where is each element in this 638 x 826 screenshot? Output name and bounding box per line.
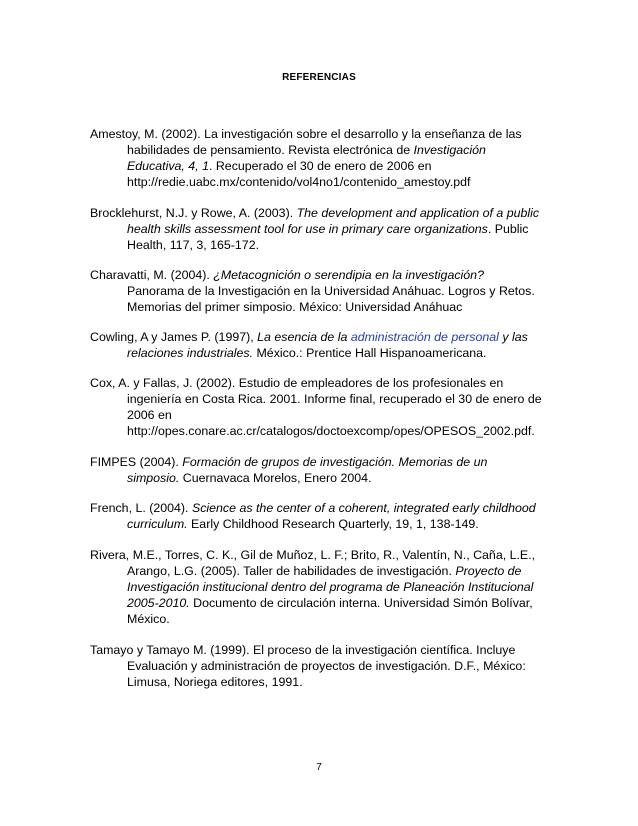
reference-entry-rivera [90,548,560,628]
reference-line: Investigación institucional dentro del programa de Planeación Institucional [127,579,534,594]
reference-line: Evaluación y administración de proyectos de investigación. D.F., México: [127,658,526,673]
reference-line: México. [127,611,170,626]
reference-line: Tamayo y Tamayo M. (1999). El proceso de la investigación científica. Incluye [90,643,516,657]
reference-line: FIMPES (2004). Formación de grupos de investigación. Memorias de un [90,455,488,469]
reference-line: Charavatti, M. (2004). ¿Metacognición o serendipia en la investigación? [90,268,484,282]
reference-line: Brocklehurst, N.J. y Rowe, A. (2003). The development and application of a public [90,206,540,220]
reference-line: Limusa, Noriega editores, 1991. [127,674,303,689]
reference-entry-french [90,501,560,533]
reference-entry-cox [90,376,560,440]
page-number: 7 [316,762,322,773]
reference-entry-cowling [90,330,560,362]
reference-line: Cox, A. y Fallas, J. (2002). Estudio de empleadores de los profesionales en [90,376,504,390]
reference-line: French, L. (2004). Science as the center of a coherent, integrated early childhood [90,501,536,515]
reference-line: curriculum. Early Childhood Research Quarterly, 19, 1, 138-149. [127,516,479,531]
reference-link[interactable]: administración de personal [350,330,499,344]
reference-line: Rivera, M.E., Torres, C. K., Gil de Muñoz, L. F.; Brito, R., Valentín, N., Caña, L.E., [90,548,536,562]
reference-url[interactable]: http://opes.conare.ac.cr/catalogos/doctoexcomp/opes/OPESOS_2002.pdf. [127,423,535,438]
reference-line: health skills assessment tool for use in primary care organizations. Public [127,221,529,236]
reference-line: 2006 en [127,407,172,422]
reference-url[interactable]: http://redie.uabc.mx/contenido/vol4no1/contenido_amestoy.pdf [127,174,471,189]
reference-entry-tamayo [90,643,560,691]
reference-entry-brocklehurst [90,206,560,254]
reference-line: Memorias del primer simposio. México: Universidad Anáhuac [127,299,463,314]
reference-line: Arango, L.G. (2005). Taller de habilidades de investigación. Proyecto de [127,563,522,578]
reference-entry-amestoy [90,127,560,191]
reference-entry-charavatti [90,268,560,316]
reference-line: relaciones industriales. México.: Prentice Hall Hispanoamericana. [127,345,487,360]
reference-entry-fimpes [90,455,560,487]
reference-line: Panorama de la Investigación en la Universidad Anáhuac. Logros y Retos. [127,283,535,298]
reference-line: Cowling, A y James P. (1997), La esencia de la administración de personal y las [90,330,528,344]
reference-line: habilidades de pensamiento. Revista electrónica de Investigación [127,142,486,157]
reference-line: ingeniería en Costa Rica. 2001. Informe final, recuperado el 30 de enero de [127,391,542,406]
reference-line: Educativa, 4, 1. Recuperado el 30 de enero de 2006 en [127,158,432,173]
reference-line: Health, 117, 3, 165-172. [127,237,260,252]
reference-line: simposio. Cuernavaca Morelos, Enero 2004. [127,470,372,485]
page-title: REFERENCIAS [282,72,356,83]
reference-line: 2005-2010. Documento de circulación interna. Universidad Simón Bolívar, [127,595,533,610]
reference-line: Amestoy, M. (2002). La investigación sobre el desarrollo y la enseñanza de las [90,127,522,141]
